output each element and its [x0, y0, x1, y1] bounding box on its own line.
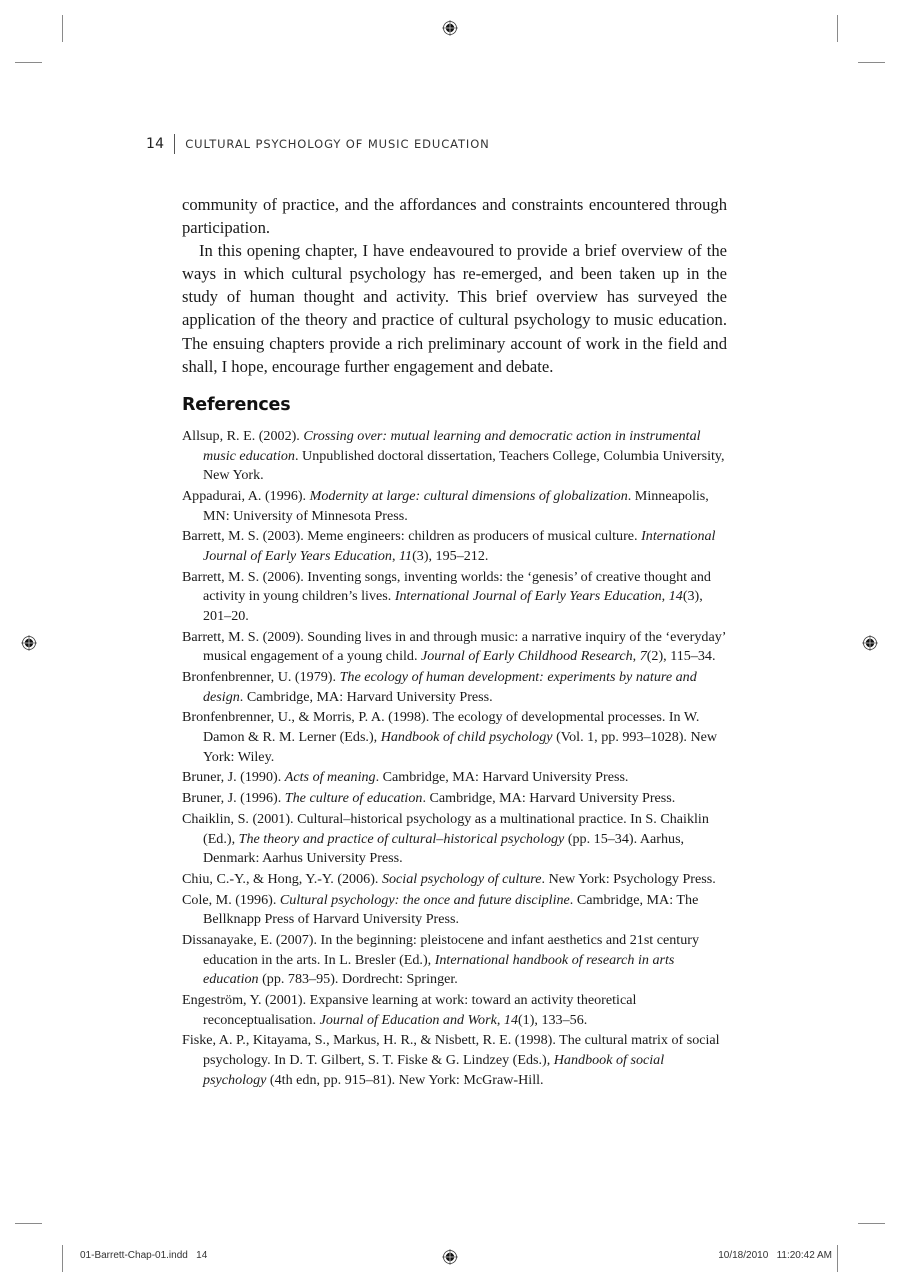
references-heading: References — [182, 395, 291, 415]
reference-entry: Allsup, R. E. (2002). Crossing over: mutual learning and democratic action in instrumental music education. Unpublished doctoral dissertation, Teachers College, Columbia University, New York. — [182, 428, 725, 484]
slug-filename: 01-Barrett-Chap-01.indd 14 — [80, 1250, 208, 1261]
registration-target-icon — [21, 635, 37, 651]
registration-target-icon — [442, 1249, 458, 1265]
body-text — [182, 193, 727, 378]
running-head — [146, 134, 490, 154]
book-title: CULTURAL PSYCHOLOGY OF MUSIC EDUCATION — [185, 137, 490, 151]
slug-timestamp: 10/18/2010 11:20:42 AM — [718, 1250, 832, 1261]
reference-entry: Cole, M. (1996). Cultural psychology: the once and future discipline. Cambridge, MA: The Bellknapp Press of Harvard University Press. — [182, 891, 699, 928]
registration-target-icon — [442, 20, 458, 36]
crop-mark-top-right-horizontal — [858, 62, 885, 63]
reference-entry: Fiske, A. P., Kitayama, S., Markus, H. R., & Nisbett, R. E. (1998). The cultural matrix of social psychology. In D. T. Gilbert, S. T. Fiske & G. Lindzey (Eds.), Handbook of social psychology (4th edn, pp. 915–81). New York: McGraw-Hill. — [182, 1032, 720, 1088]
running-head-divider — [174, 134, 175, 154]
crop-mark-bottom-right-vertical — [837, 1245, 838, 1272]
reference-entry: Dissanayake, E. (2007). In the beginning: pleistocene and infant aesthetics and 21st century education in the arts. In L. Bresler (Ed.), International handbook of research in arts education (pp. 783–95). Dordrecht: Springer. — [182, 932, 700, 988]
crop-mark-bottom-left-vertical — [62, 1245, 63, 1272]
crop-mark-bottom-left-horizontal — [15, 1223, 42, 1224]
registration-target-icon — [862, 635, 878, 651]
crop-mark-bottom-right-horizontal — [858, 1223, 885, 1224]
reference-list — [182, 427, 727, 1091]
reference-entry: Appadurai, A. (1996). Modernity at large: cultural dimensions of globalization. Minneapolis, MN: University of Minnesota Press. — [182, 487, 709, 524]
crop-mark-top-left-horizontal — [15, 62, 42, 63]
reference-entry: Engeström, Y. (2001). Expansive learning at work: toward an activity theoretical reconceptualisation. Journal of Education and Work, 14(1), 133–56. — [182, 992, 637, 1028]
reference-entry: Barrett, M. S. (2006). Inventing songs, inventing worlds: the ‘genesis’ of creative thought and activity in young children’s lives. International Journal of Early Years Education, 14(3), 201–20. — [182, 568, 711, 624]
page-number: 14 — [146, 136, 165, 152]
reference-entry: Bruner, J. (1996). The culture of education. Cambridge, MA: Harvard University Press. — [182, 790, 676, 807]
reference-entry: Barrett, M. S. (2009). Sounding lives in and through music: a narrative inquiry of the ‘everyday’ musical engagement of a young child. Journal of Early Childhood Research, 7(2), 115–34. — [182, 628, 726, 665]
reference-entry: Chaiklin, S. (2001). Cultural–historical psychology as a multinational practice. In S. Chaiklin (Ed.), The theory and practice of cultural–historical psychology (pp. 15–34). Aarhus, Denmark: Aarhus University Press. — [182, 810, 709, 867]
reference-entry: Barrett, M. S. (2003). Meme engineers: children as producers of musical culture. International Journal of Early Years Education, 11(3), 195–212. — [182, 528, 716, 564]
crop-mark-top-left-vertical — [62, 15, 63, 42]
paragraph: In this opening chapter, I have endeavoured to provide a brief overview of the ways in which cultural psychology has re-emerged, and been taken up in the study of human thought and activity. This brief overview has surveyed the application of the theory and practice of cultural psychology to music education. The ensuing chapters provide a rich preliminary account of work in the field and shall, I hope, encourage further engagement and debate. — [182, 241, 727, 376]
reference-entry: Bruner, J. (1990). Acts of meaning. Cambridge, MA: Harvard University Press. — [182, 769, 629, 786]
paragraph: community of practice, and the affordances and constraints encountered through participation. — [182, 195, 727, 238]
reference-entry: Bronfenbrenner, U. (1979). The ecology of human development: experiments by nature and design. Cambridge, MA: Harvard University Press. — [182, 669, 697, 705]
reference-entry: Chiu, C.-Y., & Hong, Y.-Y. (2006). Social psychology of culture. New York: Psychology Press. — [182, 870, 716, 887]
reference-entry: Bronfenbrenner, U., & Morris, P. A. (1998). The ecology of developmental processes. In W. Damon & R. M. Lerner (Eds.), Handbook of child psychology (Vol. 1, pp. 993–1028). New York: Wiley. — [182, 709, 718, 765]
crop-mark-top-right-vertical — [837, 15, 838, 42]
